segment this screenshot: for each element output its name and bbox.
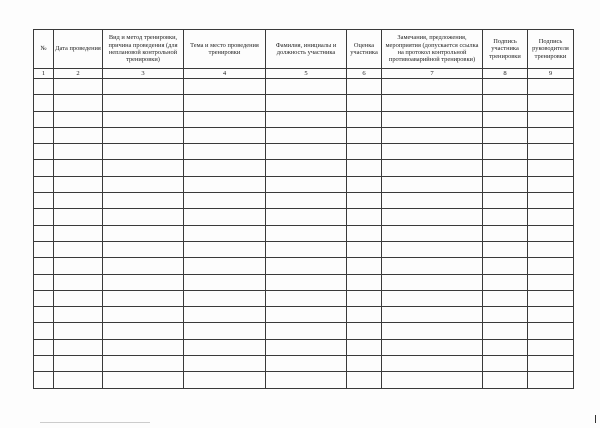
- table-cell[interactable]: [347, 144, 382, 160]
- table-cell[interactable]: [382, 95, 483, 111]
- table-cell[interactable]: [347, 79, 382, 95]
- table-cell[interactable]: [347, 372, 382, 388]
- column-number: 6: [347, 69, 382, 79]
- table-cell[interactable]: [54, 356, 103, 372]
- table-cell[interactable]: [34, 356, 54, 372]
- table-cell[interactable]: [483, 241, 528, 257]
- table-cell[interactable]: [103, 339, 184, 355]
- table-cell[interactable]: [483, 144, 528, 160]
- table-cell[interactable]: [103, 356, 184, 372]
- table-cell[interactable]: [483, 111, 528, 127]
- table-cell[interactable]: [266, 225, 347, 241]
- table-row: [34, 372, 574, 388]
- table-row: [34, 241, 574, 257]
- table-cell[interactable]: [103, 258, 184, 274]
- table-row: [34, 193, 574, 209]
- table-cell[interactable]: [347, 111, 382, 127]
- table-cell[interactable]: [266, 127, 347, 143]
- table-row: [34, 274, 574, 290]
- column-number: 1: [34, 69, 54, 79]
- table-cell[interactable]: [54, 241, 103, 257]
- table-cell[interactable]: [382, 241, 483, 257]
- table-cell[interactable]: [184, 95, 266, 111]
- table-cell[interactable]: [347, 323, 382, 339]
- table-cell[interactable]: [54, 290, 103, 306]
- table-cell[interactable]: [528, 225, 574, 241]
- table-cell[interactable]: [266, 95, 347, 111]
- table-cell[interactable]: [347, 290, 382, 306]
- table-cell[interactable]: [382, 323, 483, 339]
- table-cell[interactable]: [103, 307, 184, 323]
- header-number: №: [34, 30, 54, 69]
- scan-artifact: [595, 415, 596, 423]
- table-cell[interactable]: [483, 193, 528, 209]
- table-cell[interactable]: [483, 209, 528, 225]
- column-number: 4: [184, 69, 266, 79]
- table-cell[interactable]: [483, 79, 528, 95]
- column-number: 5: [266, 69, 347, 79]
- table-row: [34, 339, 574, 355]
- table-cell[interactable]: [347, 176, 382, 192]
- table-cell[interactable]: [184, 339, 266, 355]
- table-cell[interactable]: [184, 241, 266, 257]
- table-cell[interactable]: [483, 176, 528, 192]
- table-row: [34, 111, 574, 127]
- table-cell[interactable]: [528, 176, 574, 192]
- table-row: [34, 356, 574, 372]
- table-cell[interactable]: [347, 258, 382, 274]
- table-cell[interactable]: [103, 127, 184, 143]
- table-cell[interactable]: [347, 241, 382, 257]
- table-row: [34, 160, 574, 176]
- table-cell[interactable]: [34, 241, 54, 257]
- table-cell[interactable]: [184, 274, 266, 290]
- table-cell[interactable]: [103, 176, 184, 192]
- table-cell[interactable]: [266, 323, 347, 339]
- table-cell[interactable]: [382, 274, 483, 290]
- table-cell[interactable]: [34, 290, 54, 306]
- table-cell[interactable]: [483, 95, 528, 111]
- table-cell[interactable]: [34, 144, 54, 160]
- table-cell[interactable]: [184, 79, 266, 95]
- table-cell[interactable]: [382, 209, 483, 225]
- table-cell[interactable]: [483, 258, 528, 274]
- table-cell[interactable]: [184, 372, 266, 388]
- table-cell[interactable]: [103, 111, 184, 127]
- table-cell[interactable]: [528, 339, 574, 355]
- table-cell[interactable]: [347, 127, 382, 143]
- table-cell[interactable]: [266, 160, 347, 176]
- table-cell[interactable]: [54, 95, 103, 111]
- table-cell[interactable]: [347, 160, 382, 176]
- table-cell[interactable]: [266, 144, 347, 160]
- table-cell[interactable]: [34, 127, 54, 143]
- table-cell[interactable]: [382, 258, 483, 274]
- table-cell[interactable]: [103, 372, 184, 388]
- table-cell[interactable]: [266, 372, 347, 388]
- table-row: [34, 127, 574, 143]
- table-cell[interactable]: [54, 127, 103, 143]
- table-cell[interactable]: [54, 176, 103, 192]
- table-cell[interactable]: [528, 127, 574, 143]
- table-cell[interactable]: [184, 111, 266, 127]
- table-cell[interactable]: [528, 144, 574, 160]
- table-cell[interactable]: [382, 193, 483, 209]
- table-cell[interactable]: [34, 193, 54, 209]
- table-cell[interactable]: [483, 274, 528, 290]
- table-cell[interactable]: [483, 307, 528, 323]
- table-cell[interactable]: [266, 339, 347, 355]
- column-number: 8: [483, 69, 528, 79]
- table-cell[interactable]: [184, 356, 266, 372]
- training-log-table: [33, 29, 574, 389]
- table-cell[interactable]: [382, 225, 483, 241]
- table-cell[interactable]: [34, 307, 54, 323]
- header-participant-name: Фамилия, инициалы и должность участника: [266, 30, 347, 69]
- table-cell[interactable]: [266, 193, 347, 209]
- table-cell[interactable]: [266, 307, 347, 323]
- table-cell[interactable]: [34, 225, 54, 241]
- table-cell[interactable]: [103, 193, 184, 209]
- table-cell[interactable]: [483, 127, 528, 143]
- table-cell[interactable]: [528, 356, 574, 372]
- table-cell[interactable]: [266, 176, 347, 192]
- table-cell[interactable]: [528, 258, 574, 274]
- table-cell[interactable]: [184, 127, 266, 143]
- table-cell[interactable]: [382, 79, 483, 95]
- table-cell[interactable]: [528, 274, 574, 290]
- table-cell[interactable]: [54, 225, 103, 241]
- table-cell[interactable]: [184, 144, 266, 160]
- table-cell[interactable]: [103, 241, 184, 257]
- table-cell[interactable]: [34, 258, 54, 274]
- table-cell[interactable]: [382, 372, 483, 388]
- column-number: 3: [103, 69, 184, 79]
- table-cell[interactable]: [184, 290, 266, 306]
- table-cell[interactable]: [483, 372, 528, 388]
- table-cell[interactable]: [54, 160, 103, 176]
- table-cell[interactable]: [103, 95, 184, 111]
- table-cell[interactable]: [54, 307, 103, 323]
- table-cell[interactable]: [483, 160, 528, 176]
- table-cell[interactable]: [184, 209, 266, 225]
- table-cell[interactable]: [266, 290, 347, 306]
- table-cell[interactable]: [347, 274, 382, 290]
- header-participant-signature: Подпись участника тренировки: [483, 30, 528, 69]
- table-cell[interactable]: [54, 339, 103, 355]
- table-cell[interactable]: [54, 372, 103, 388]
- table-cell[interactable]: [34, 176, 54, 192]
- table-cell[interactable]: [34, 209, 54, 225]
- header-row: [34, 30, 574, 69]
- table-cell[interactable]: [382, 307, 483, 323]
- table-cell[interactable]: [528, 95, 574, 111]
- table-cell[interactable]: [54, 323, 103, 339]
- table-cell[interactable]: [347, 339, 382, 355]
- table-cell[interactable]: [184, 225, 266, 241]
- table-cell[interactable]: [34, 95, 54, 111]
- table-cell[interactable]: [347, 193, 382, 209]
- table-cell[interactable]: [34, 160, 54, 176]
- table-cell[interactable]: [103, 79, 184, 95]
- table-cell[interactable]: [382, 176, 483, 192]
- table-cell[interactable]: [528, 193, 574, 209]
- table-cell[interactable]: [483, 225, 528, 241]
- header-type-method: Вид и метод тренировки, причина проведения (для неплановой контрольной тренировки): [103, 30, 184, 69]
- table-cell[interactable]: [528, 111, 574, 127]
- table-cell[interactable]: [528, 79, 574, 95]
- table-cell[interactable]: [528, 372, 574, 388]
- table-cell[interactable]: [528, 290, 574, 306]
- table-cell[interactable]: [34, 372, 54, 388]
- table-cell[interactable]: [266, 258, 347, 274]
- table-cell[interactable]: [266, 356, 347, 372]
- table-cell[interactable]: [54, 209, 103, 225]
- table-cell[interactable]: [347, 225, 382, 241]
- table-row: [34, 144, 574, 160]
- table-row: [34, 209, 574, 225]
- table-cell[interactable]: [54, 193, 103, 209]
- table-cell[interactable]: [184, 160, 266, 176]
- table-cell[interactable]: [528, 160, 574, 176]
- table-row: [34, 307, 574, 323]
- table-cell[interactable]: [103, 144, 184, 160]
- header-topic-place: Тема и место проведения тренировки: [184, 30, 266, 69]
- table-cell[interactable]: [347, 356, 382, 372]
- table-cell[interactable]: [103, 290, 184, 306]
- column-number: 9: [528, 69, 574, 79]
- header-grade: Оценка участника: [347, 30, 382, 69]
- table-cell[interactable]: [382, 144, 483, 160]
- table-cell[interactable]: [382, 356, 483, 372]
- table-cell[interactable]: [184, 307, 266, 323]
- table-cell[interactable]: [483, 339, 528, 355]
- table-cell[interactable]: [347, 95, 382, 111]
- scan-artifact: [40, 422, 150, 423]
- table-cell[interactable]: [528, 323, 574, 339]
- table-cell[interactable]: [382, 339, 483, 355]
- table-cell[interactable]: [483, 290, 528, 306]
- table-cell[interactable]: [528, 307, 574, 323]
- table-row: [34, 79, 574, 95]
- table-cell[interactable]: [266, 111, 347, 127]
- table-cell[interactable]: [184, 258, 266, 274]
- table-cell[interactable]: [103, 274, 184, 290]
- table-cell[interactable]: [184, 323, 266, 339]
- table-cell[interactable]: [103, 209, 184, 225]
- header-leader-signature: Подпись руководителя тренировки: [528, 30, 574, 69]
- table-cell[interactable]: [34, 79, 54, 95]
- table-cell[interactable]: [103, 160, 184, 176]
- table-cell[interactable]: [266, 209, 347, 225]
- table-cell[interactable]: [184, 193, 266, 209]
- table-cell[interactable]: [34, 274, 54, 290]
- table-cell[interactable]: [54, 111, 103, 127]
- table-cell[interactable]: [382, 160, 483, 176]
- table-row: [34, 258, 574, 274]
- header-remarks: Замечания, предложения, мероприятия (допускается ссылка на протокол контрольной противоаварийной тренировки): [382, 30, 483, 69]
- table-row: [34, 323, 574, 339]
- table-cell[interactable]: [103, 225, 184, 241]
- table-cell[interactable]: [266, 274, 347, 290]
- table-cell[interactable]: [483, 323, 528, 339]
- table-cell[interactable]: [266, 79, 347, 95]
- table-cell[interactable]: [382, 290, 483, 306]
- column-number: 2: [54, 69, 103, 79]
- table-cell[interactable]: [266, 241, 347, 257]
- table-cell[interactable]: [347, 209, 382, 225]
- table-cell[interactable]: [382, 127, 483, 143]
- table-cell[interactable]: [483, 356, 528, 372]
- table-row: [34, 95, 574, 111]
- table-cell[interactable]: [184, 176, 266, 192]
- table-cell[interactable]: [54, 274, 103, 290]
- table-cell[interactable]: [54, 258, 103, 274]
- table-cell[interactable]: [528, 209, 574, 225]
- column-number: 7: [382, 69, 483, 79]
- table-row: [34, 225, 574, 241]
- table-row: [34, 176, 574, 192]
- table-row: [34, 290, 574, 306]
- table-cell[interactable]: [103, 323, 184, 339]
- header-date: Дата проведения: [54, 30, 103, 69]
- table-cell[interactable]: [34, 111, 54, 127]
- table-cell[interactable]: [34, 339, 54, 355]
- table-cell[interactable]: [54, 79, 103, 95]
- table-cell[interactable]: [54, 144, 103, 160]
- table-cell[interactable]: [528, 241, 574, 257]
- table-cell[interactable]: [34, 323, 54, 339]
- column-number-row: [34, 69, 574, 79]
- table-cell[interactable]: [347, 307, 382, 323]
- table-cell[interactable]: [382, 111, 483, 127]
